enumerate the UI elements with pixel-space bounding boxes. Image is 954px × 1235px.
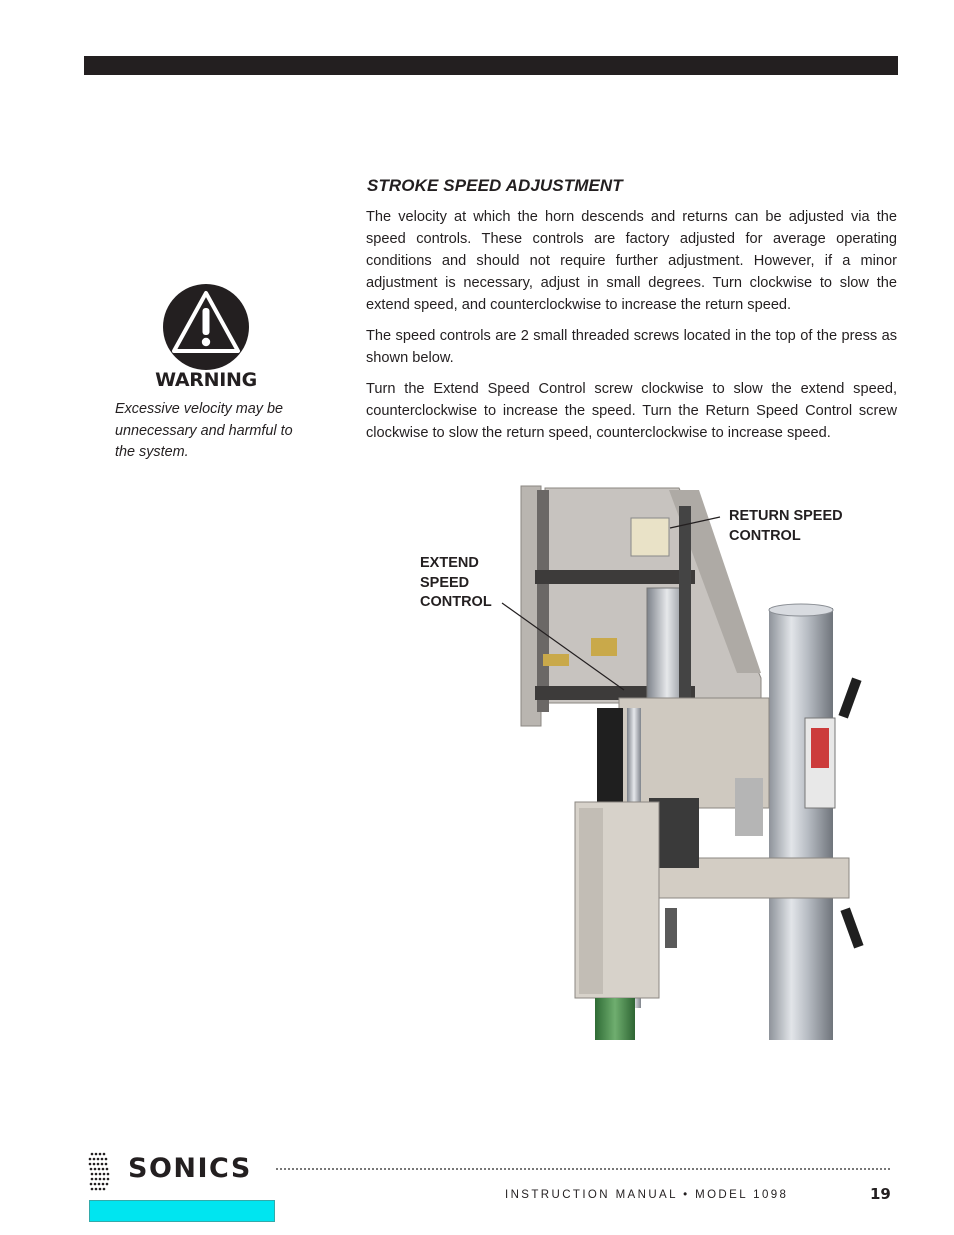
warning-caption: Excessive velocity may be unnecessary and harmful to the system. xyxy=(115,401,293,460)
paragraph-screws: The speed controls are 2 small threaded screws located in the top of the press as shown below. xyxy=(366,328,897,366)
footer-dotted-rule xyxy=(276,1168,890,1170)
manual-label: INSTRUCTION MANUAL • MODEL 1098 xyxy=(505,1189,789,1201)
callout-return-speed: RETURN SPEED CONTROL xyxy=(729,508,843,544)
section-title: STROKE SPEED ADJUSTMENT xyxy=(367,176,623,195)
column xyxy=(769,604,833,1040)
paragraph-instructions: Turn the Extend Speed Control screw clockwise to slow the extend speed, counterclockwise to increase the speed. Turn the Return Speed Control screw clockwise to slow the return speed, counterclockwise to increase speed. xyxy=(366,381,897,441)
actuator-housing xyxy=(575,802,659,1040)
body-text xyxy=(366,206,897,453)
page-number: 19 xyxy=(870,1185,891,1203)
paragraph-velocity: The velocity at which the horn descends and returns can be adjusted via the speed controls. These controls are factory adjusted for average operating conditions and should not require further adjustment. However, if a minor adjustment is necessary, adjust in small degrees. Turn clockwise to slow the extend speed, and counterclockwise to increase the return speed. xyxy=(366,209,897,313)
footer-accent-bar xyxy=(89,1200,275,1222)
callout-extend-speed: EXTEND SPEED CONTROL xyxy=(420,555,492,610)
warning-label: WARNING xyxy=(155,369,257,391)
header-bar xyxy=(84,56,898,75)
press-photo xyxy=(499,478,887,1042)
warning-triangle-icon xyxy=(150,283,262,373)
brand-name: SONICS xyxy=(128,1153,252,1184)
